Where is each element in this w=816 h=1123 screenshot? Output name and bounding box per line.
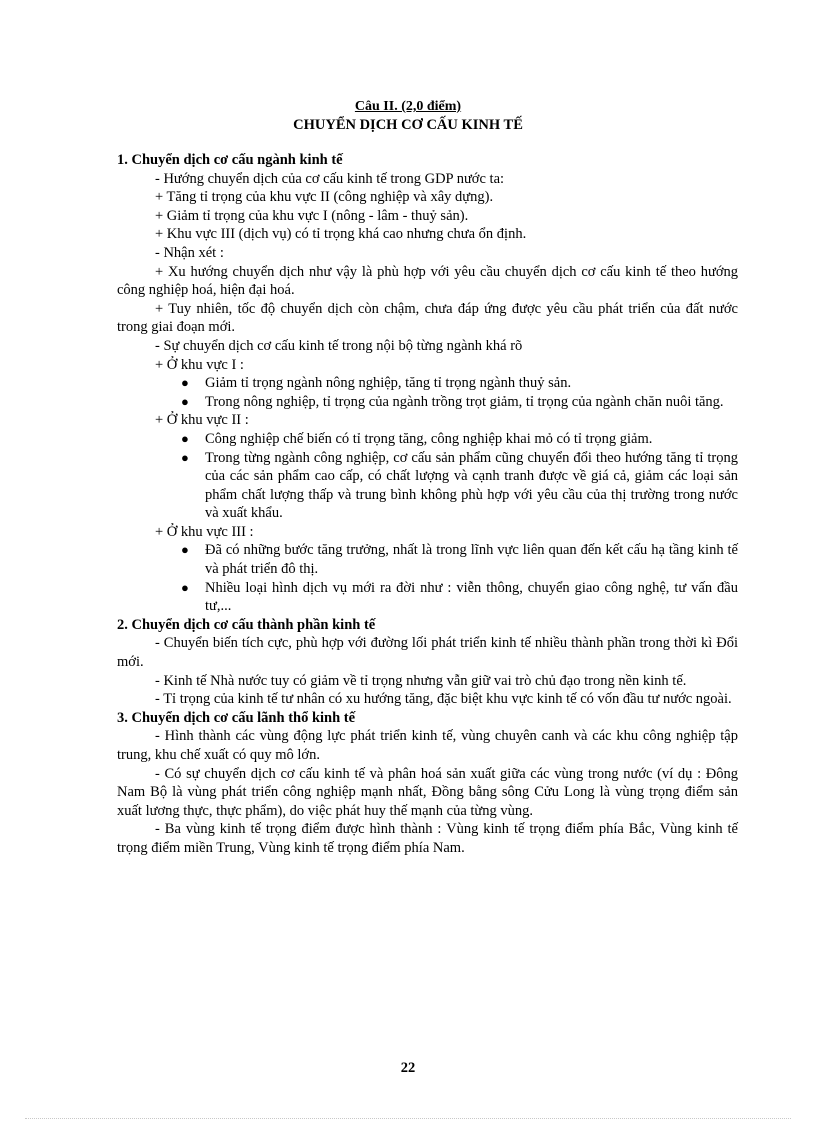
region-label: + Ở khu vực II : bbox=[155, 412, 249, 429]
bullet-icon: ● bbox=[181, 393, 189, 409]
list-item-text: Giảm tỉ trọng ngành nông nghiệp, tăng tỉ trọng ngành thuỷ sản. bbox=[205, 375, 572, 392]
region-label: + Ở khu vực I : bbox=[155, 356, 244, 373]
list-item bbox=[181, 393, 738, 412]
paragraph: - Tỉ trọng của kinh tế tư nhân có xu hướng tăng, đặc biệt khu vực kinh tế có vốn đầu tư nước ngoài. bbox=[155, 691, 732, 708]
paragraph: - Nhận xét : bbox=[155, 244, 224, 261]
bullet-icon: ● bbox=[181, 579, 189, 595]
question-label: Câu II. (2,0 điểm) bbox=[354, 99, 462, 114]
list-item-text: Nhiều loại hình dịch vụ mới ra đời như : viễn thông, chuyển giao công nghệ, tư vấn đầu tư,... bbox=[205, 579, 738, 615]
list-item bbox=[181, 374, 738, 393]
page-title: CHUYỂN DỊCH CƠ CẤU KINH TẾ bbox=[293, 117, 523, 133]
bullet-icon: ● bbox=[181, 542, 189, 558]
paragraph: + Tăng tỉ trọng của khu vực II (công nghiệp và xây dựng). bbox=[155, 189, 494, 206]
list-item-text: Công nghiệp chế biến có tỉ trọng tăng, công nghiệp khai mỏ có tỉ trọng giảm. bbox=[205, 430, 653, 447]
bullet-list bbox=[117, 541, 738, 615]
paragraph: - Có sự chuyển dịch cơ cấu kinh tế và phân hoá sản xuất giữa các vùng trong nước (ví dụ : Đông Nam Bộ là vùng phát triển công nghiệp mạnh nhất, Đồng bằng sông Cửu Long là vùng trọng điểm sản xuất lương thực, thực phẩm), do việc phát huy thế mạnh của từng vùng. bbox=[117, 765, 738, 819]
list-item-text: Đã có những bước tăng trưởng, nhất là trong lĩnh vực liên quan đến kết cấu hạ tầng kinh tế và phát triển đô thị. bbox=[205, 542, 738, 578]
paragraph: + Tuy nhiên, tốc độ chuyển dịch còn chậm, chưa đáp ứng được yêu cầu phát triển của đất nước trong giai đoạn mới. bbox=[117, 300, 738, 336]
section-heading: 3. Chuyển dịch cơ cấu lãnh thổ kinh tế bbox=[117, 709, 356, 726]
list-item-text: Trong nông nghiệp, tỉ trọng của ngành trồng trọt giảm, tỉ trọng của ngành chăn nuôi tăng. bbox=[205, 393, 724, 410]
list-item bbox=[181, 449, 738, 523]
list-item bbox=[181, 541, 738, 578]
paragraph: - Hình thành các vùng động lực phát triển kinh tế, vùng chuyên canh và các khu công nghiệp tập trung, khu chế xuất có quy mô lớn. bbox=[117, 728, 738, 763]
region-label: + Ở khu vực III : bbox=[155, 523, 254, 540]
section-heading: 2. Chuyển dịch cơ cấu thành phần kinh tế bbox=[117, 616, 376, 633]
bullet-list bbox=[117, 374, 738, 411]
paragraph: - Kinh tế Nhà nước tuy có giảm về tỉ trọng nhưng vẫn giữ vai trò chủ đạo trong nền kinh tế. bbox=[155, 672, 687, 689]
bullet-icon: ● bbox=[181, 375, 189, 391]
list-item bbox=[181, 579, 738, 616]
paragraph: + Giảm tỉ trọng của khu vực I (nông - lâm - thuỷ sản). bbox=[155, 207, 469, 224]
document-body bbox=[117, 151, 738, 858]
paragraph: - Ba vùng kinh tế trọng điểm được hình thành : Vùng kinh tế trọng điểm phía Bắc, Vùng kinh tế trọng điểm miền Trung, Vùng kinh tế trọng điểm phía Nam. bbox=[117, 821, 738, 856]
paragraph: - Hướng chuyển dịch của cơ cấu kinh tế trong GDP nước ta: bbox=[155, 170, 505, 187]
bullet-list bbox=[117, 430, 738, 523]
page-number: 22 bbox=[400, 1060, 416, 1076]
footer-divider bbox=[25, 1118, 791, 1119]
paragraph: - Chuyển biến tích cực, phù hợp với đường lối phát triển kinh tế nhiều thành phần trong thời kì Đổi mới. bbox=[117, 635, 738, 671]
list-item-text: Trong từng ngành công nghiệp, cơ cấu sản phẩm cũng chuyển đổi theo hướng tăng tỉ trọng của các sản phẩm cao cấp, có chất lượng và cạnh tranh được về giá cả, giảm các loại sản phẩm chất lượng thấp và trung bình không phù hợp với yêu cầu của thị trường trong nước và xuất khẩu. bbox=[205, 449, 738, 522]
paragraph: - Sự chuyển dịch cơ cấu kinh tế trong nội bộ từng ngành khá rõ bbox=[155, 337, 523, 354]
bullet-icon: ● bbox=[181, 430, 189, 446]
section-heading: 1. Chuyển dịch cơ cấu ngành kinh tế bbox=[117, 152, 343, 168]
list-item bbox=[181, 430, 738, 449]
bullet-icon: ● bbox=[181, 449, 189, 465]
paragraph: + Xu hướng chuyển dịch như vậy là phù hợp với yêu cầu chuyển dịch cơ cấu kinh tế theo hướng công nghiệp hoá, hiện đại hoá. bbox=[117, 263, 738, 299]
paragraph: + Khu vực III (dịch vụ) có tỉ trọng khá cao nhưng chưa ổn định. bbox=[155, 226, 527, 243]
